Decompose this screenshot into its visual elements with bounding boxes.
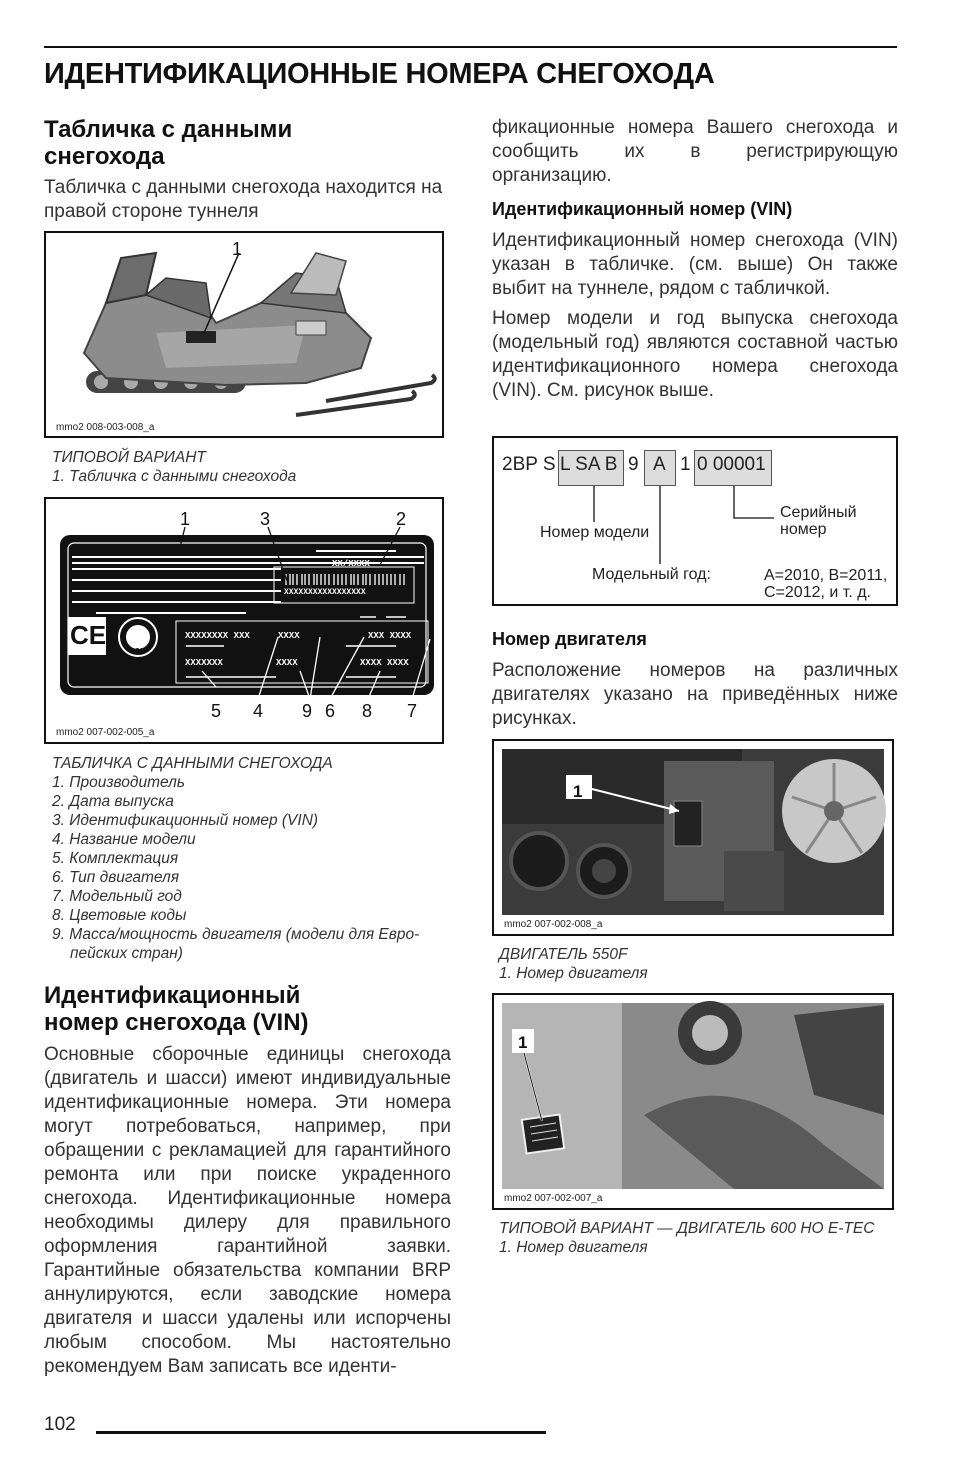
caption-item: 1. Производитель bbox=[52, 774, 185, 791]
plate-callout-4: 4 bbox=[253, 701, 264, 721]
page-number: 102 bbox=[44, 1414, 76, 1435]
figure4-caption bbox=[499, 1219, 874, 1257]
vin-year-codes-line2: C=2012, и т. д. bbox=[764, 584, 871, 601]
plate-row1-b: XXXX bbox=[278, 631, 300, 641]
figure3-caption bbox=[499, 945, 648, 983]
plate-callout-1: 1 bbox=[180, 509, 191, 529]
engine-600ho-illustration bbox=[494, 995, 892, 1208]
figure1-code: mmo2 008-003-008_a bbox=[56, 422, 155, 433]
vin-year-codes-line1: A=2010, B=2011, bbox=[764, 567, 888, 584]
figure2-caption-title: ТАБЛИЧКА С ДАННЫМИ СНЕГОХОДА bbox=[52, 755, 333, 772]
figure4-caption-item: 1. Номер двигателя bbox=[499, 1239, 648, 1256]
plate-vin: XXXXXXXXXXXXXXXXX bbox=[284, 588, 366, 597]
figure2-caption bbox=[52, 754, 419, 963]
plate-callout-6: 6 bbox=[325, 701, 336, 721]
figure3-callout: 1 bbox=[573, 782, 583, 801]
plate-callout-3: 3 bbox=[260, 509, 271, 529]
vin-label-model: Номер модели bbox=[540, 524, 650, 541]
figure1-caption-item: 1. Табличка с данными снегохода bbox=[52, 468, 297, 485]
plate-section-heading bbox=[44, 116, 292, 170]
vin-serial-number: 0 00001 bbox=[697, 454, 766, 475]
figure3-caption-item: 1. Номер двигателя bbox=[499, 965, 648, 982]
plate-row2-a: XXXXXXX bbox=[185, 658, 223, 668]
vin-label-serial-line1: Серийный bbox=[780, 504, 857, 521]
figure2-code: mmo2 007-002-005_a bbox=[56, 727, 155, 738]
vin-diagram bbox=[492, 436, 898, 606]
plate-callout-8: 8 bbox=[362, 701, 373, 721]
plate-callout-7: 7 bbox=[407, 701, 418, 721]
figure3-caption-title: ДВИГАТЕЛЬ 550F bbox=[499, 946, 628, 963]
vin-check-digit: 9 bbox=[628, 454, 639, 475]
vin-heading-line2: номер снегохода (VIN) bbox=[44, 1009, 309, 1036]
plate-row2-b: XXXX bbox=[276, 658, 298, 668]
vin-plant-code: 1 bbox=[680, 454, 691, 475]
vin-sub-text bbox=[492, 229, 898, 403]
figure3-code: mmo2 007-002-008_a bbox=[504, 919, 603, 930]
engine-text: Расположение номеров на различных двигателях указано на приведённых ниже рисунках. bbox=[492, 660, 898, 729]
caption-item: 3. Идентификационный номер (VIN) bbox=[52, 812, 319, 829]
engine-550f-figure bbox=[492, 739, 894, 936]
vin-sub-paragraph-1: Идентификационный номер снегохода (VIN) указан в табличке. (см. выше) Он также выбит на туннеле, рядом с табличкой. bbox=[492, 230, 898, 299]
caption-item: 9. Масса/мощность двигателя (модели для Евро- bbox=[52, 926, 420, 943]
vin-year-code: A bbox=[653, 454, 666, 475]
plate-section-text: Табличка с данными снегохода находится на правой стороне туннеля bbox=[44, 177, 443, 222]
data-plate-figure bbox=[44, 497, 444, 744]
snowmobile-figure bbox=[44, 231, 444, 438]
caption-item: пейских стран) bbox=[70, 945, 183, 962]
plate-callout-2: 2 bbox=[396, 509, 407, 529]
figure1-callout: 1 bbox=[232, 239, 243, 259]
plate-callout-5: 5 bbox=[211, 701, 222, 721]
vin-model-code: L SA B bbox=[560, 454, 618, 475]
vin-section-text: Основные сборочные единицы снегохода (двигатель и шасси) имеют индивидуальные идентификационные номера. Эти номера могут потребоваться, например, при обращении с рекламацией для гарантийного ремонта или при поиске украденного снегохода. Идентификационные номера необходимы дилеру для правильного оформления гарантийной заявки. Гарантийные обязательства компании BRP аннулируются, если заводские номера двигателя и шасси удалены или испорчены любым способом. Мы настоятельно рекомендуем Вам записать все иденти- bbox=[44, 1044, 451, 1377]
snowmobile-illustration bbox=[46, 233, 442, 436]
engine-550f-illustration bbox=[494, 741, 892, 934]
caption-item: 2. Дата выпуска bbox=[52, 793, 174, 810]
plate-ce-mark: CE bbox=[70, 620, 107, 650]
vin-label-year: Модельный год: bbox=[592, 566, 711, 583]
vin-year-codes bbox=[764, 567, 887, 601]
caption-item: 4. Название модели bbox=[52, 831, 196, 848]
title-rule bbox=[44, 46, 897, 48]
vin-heading-line1: Идентификационный bbox=[44, 982, 301, 1009]
caption-item: 6. Тип двигателя bbox=[52, 869, 180, 886]
caption-item: 5. Комплектация bbox=[52, 850, 179, 867]
vin-sub-paragraph-2: Номер модели и год выпуска снегохода (модельный год) являются составной частью идентификационного номера снегохода (VIN). См. рисунок выше. bbox=[492, 308, 898, 401]
vin-label-serial-line2: номер bbox=[780, 521, 827, 538]
caption-item: 7. Модельный год bbox=[52, 888, 182, 905]
engine-600ho-figure bbox=[492, 993, 894, 1210]
plate-row1-a: XXXXXXXX XXX bbox=[185, 631, 250, 641]
engine-heading: Номер двигателя bbox=[492, 629, 647, 649]
plate-callout-9: 9 bbox=[302, 701, 313, 721]
vin-subheading: Идентификационный номер (VIN) bbox=[492, 199, 793, 219]
caption-item: 8. Цветовые коды bbox=[52, 907, 187, 924]
footer-rule bbox=[96, 1431, 546, 1434]
plate-seal-number: 931 bbox=[131, 648, 144, 656]
figure4-caption-title: ТИПОВОЙ ВАРИАНТ — ДВИГАТЕЛЬ 600 HO E-TEC bbox=[499, 1220, 875, 1237]
figure4-code: mmo2 007-002-007_a bbox=[504, 1193, 603, 1204]
page-title: ИДЕНТИФИКАЦИОННЫЕ НОМЕРА СНЕГОХОДА bbox=[44, 58, 715, 90]
figure1-caption-title: ТИПОВОЙ ВАРИАНТ bbox=[52, 449, 206, 466]
plate-row1-c: XXX XXXX bbox=[368, 631, 412, 641]
plate-heading-line1: Табличка с данными bbox=[44, 116, 293, 143]
plate-heading-line2: снегохода bbox=[44, 143, 165, 170]
plate-row2-c: XXXX XXXX bbox=[360, 658, 409, 668]
figure1-caption bbox=[52, 448, 296, 486]
figure4-callout: 1 bbox=[518, 1033, 528, 1052]
continuation-text: фикационные номера Вашего снегохода и сообщить их в регистрирующую организацию. bbox=[492, 117, 898, 186]
plate-date: XX/XXXX bbox=[332, 559, 370, 569]
vin-section-heading bbox=[44, 982, 309, 1036]
vin-label-serial bbox=[780, 504, 857, 538]
vin-prefix: 2BP S bbox=[502, 454, 556, 475]
